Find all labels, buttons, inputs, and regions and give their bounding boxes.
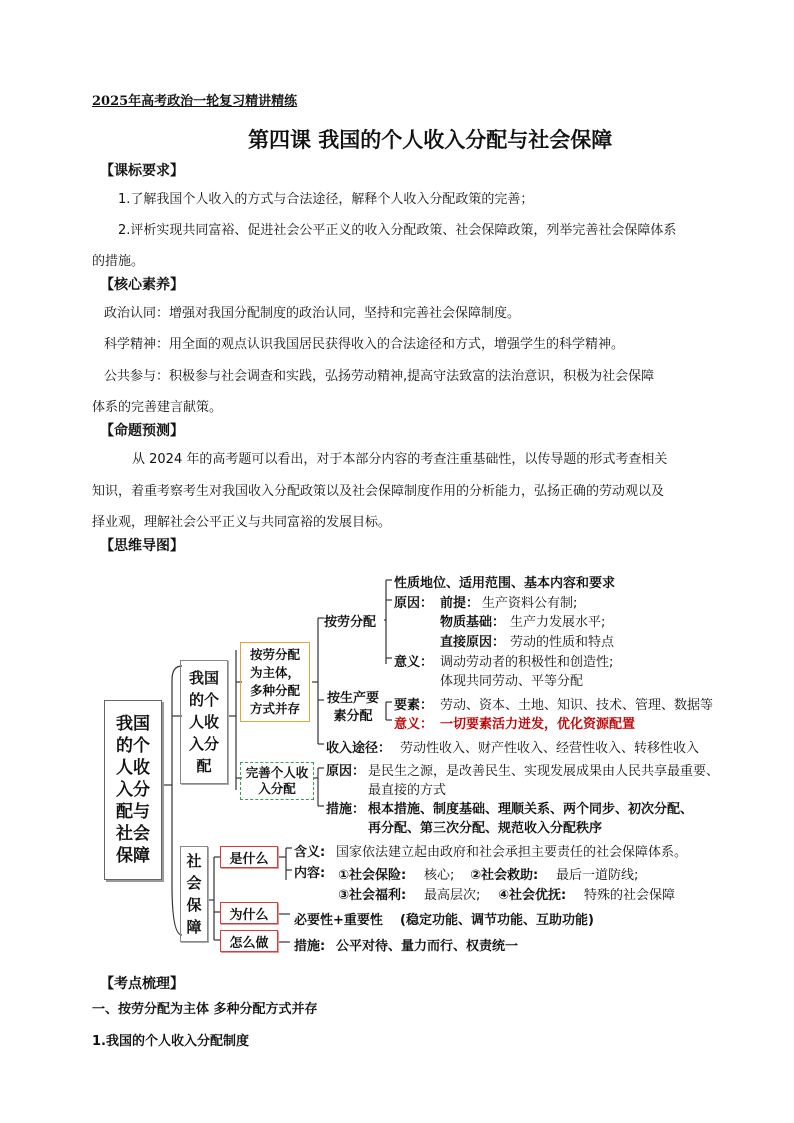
mindmap-improve-measure-label: 措施： — [326, 802, 366, 817]
mindmap-security-what — [220, 846, 278, 868]
mindmap-anlao-premise-text: 生产资料公有制; — [482, 596, 578, 611]
mindmap-security-how-label: 怎么做 — [229, 935, 269, 951]
mindmap-security-how-text: 公平对待、量力而行、权责统一 — [336, 939, 519, 954]
mindmap-improve-reason-text-2: 最直接的方式 — [368, 783, 447, 798]
mindmap-security-label: 社会保障 — [186, 852, 202, 936]
mindmap-security-how — [220, 930, 278, 952]
section-heading-siwei: 【思维导图】 — [100, 538, 184, 554]
mindmap-improve-label: 完善个人收入分配 — [245, 765, 309, 796]
mindmap-security-why-text: (稳定功能、调节功能、互助功能) — [400, 913, 594, 928]
mindmap-system-box — [240, 642, 310, 722]
mindmap-improve-reason-text: 是民生之源，是改善民生、实现发展成果由人民共享最重要、 — [368, 764, 720, 779]
mindmap-security-c1-label: ①社会保险: — [338, 868, 407, 883]
mindmap-income-node — [180, 660, 228, 784]
mindmap-anlao-material-label: 物质基础： — [440, 615, 506, 630]
mindmap-anlao-premise-label: 前提： — [440, 596, 480, 611]
mindmap-anlao-meaning-text: 调动劳动者的积极性和创造性; — [440, 655, 614, 670]
yuce-line-3: 择业观，理解社会公平正义与共同富裕的发展目标。 — [92, 515, 392, 530]
section-heading-kaodian: 【考点梳理】 — [100, 976, 184, 992]
mindmap-shengchan-factor-label: 要素： — [394, 698, 434, 713]
mindmap-security-content-label: 内容: — [294, 866, 326, 881]
mindmap-anlao-material-text: 生产力发展水平; — [510, 615, 606, 630]
mindmap-security-c4-label: ④社会优抚: — [498, 888, 567, 903]
mindmap-shengchan-meaning-text: 一切要素活力迸发，优化资源配置 — [440, 717, 636, 732]
mindmap-shengchan-meaning-label: 意义： — [394, 717, 434, 732]
mindmap-security-how-label-2: 措施: — [294, 939, 326, 954]
yuce-line-1: 从 2024 年的高考题可以看出，对于本部分内容的考查注重基础性，以传导题的形式考查相关 — [132, 452, 668, 467]
section-heading-kebiao: 【课标要求】 — [100, 163, 184, 179]
section-heading-yuce: 【命题预测】 — [100, 423, 184, 439]
mindmap-improve-box — [240, 762, 314, 800]
kaodian-subheading-2: 1.我国的个人收入分配制度 — [92, 1034, 249, 1049]
mindmap-security-why-bold: 必要性+重要性 — [294, 913, 383, 928]
yuce-line-2: 知识，着重考察考生对我国收入分配政策以及社会保障制度作用的分析能力，弘扬正确的劳动观以及 — [92, 484, 665, 499]
mindmap-improve-reason-label: 原因： — [326, 764, 366, 779]
mindmap-security-node — [180, 846, 208, 942]
mindmap-anlao-label: 按劳分配 — [324, 615, 377, 630]
mindmap-anlao-reason-label: 原因： — [394, 596, 434, 611]
mindmap-security-def-label: 含义: — [294, 845, 326, 860]
page-title: 第四课 我国的个人收入分配与社会保障 — [248, 127, 613, 152]
mindmap-improve-measure-text-2: 再分配、第三次分配、规范收入分配秩序 — [368, 821, 603, 836]
mindmap-security-c3-text: 最高层次; — [424, 888, 481, 903]
mindmap-security-what-label: 是什么 — [229, 851, 269, 867]
mindmap-channels-text: 劳动性收入、财产性收入、经营性收入、转移性收入 — [400, 741, 700, 756]
mindmap-security-c3-label: ③社会福利: — [338, 888, 407, 903]
mindmap-root-node — [104, 700, 162, 880]
mindmap-shengchan-factor-text: 劳动、资本、土地、知识、技术、管理、数据等 — [440, 698, 714, 713]
mindmap-security-why-label: 为什么 — [229, 907, 269, 923]
hexin-line-2: 科学精神：用全面的观点认识我国居民获得收入的合法途径和方式，增强学生的科学精神。 — [104, 337, 625, 352]
mindmap-security-c2-label: ②社会救助: — [470, 868, 539, 883]
mindmap-anlao-direct-text: 劳动的性质和特点 — [510, 635, 615, 650]
mindmap-anlao-meaning-text-2: 体现共同劳动、平等分配 — [440, 674, 584, 689]
mindmap-security-c1-text: 核心; — [424, 868, 455, 883]
hexin-line-4: 体系的完善建言献策。 — [92, 400, 223, 415]
mindmap-improve-measure-text: 根本措施、制度基础、理顺关系、两个同步、初次分配、 — [368, 802, 694, 817]
hexin-line-1: 政治认同：增强对我国分配制度的政治认同，坚持和完善社会保障制度。 — [104, 306, 521, 321]
section-heading-hexin: 【核心素养】 — [100, 277, 184, 293]
kebiao-line-2: 2.评析实现共同富裕、促进社会公平正义的收入分配政策、社会保障政策，列举完善社会保障体系 — [118, 223, 677, 238]
hexin-line-3: 公共参与：积极参与社会调查和实践，弘扬劳动精神,提高守法致富的法治意识，积极为社会保障 — [104, 369, 655, 384]
doc-header: 2025年高考政治一轮复习精讲精练 — [92, 94, 298, 109]
mindmap-security-why — [220, 902, 278, 924]
mindmap-system-label: 按劳分配为主体，多种分配方式并存 — [249, 647, 300, 716]
kaodian-subheading-1: 一、按劳分配为主体 多种分配方式并存 — [92, 1002, 318, 1017]
mindmap-anlao-meaning-label: 意义： — [394, 655, 434, 670]
mindmap-security-c2-text: 最后一道防线; — [556, 868, 639, 883]
mindmap-channels-label: 收入途径： — [326, 741, 392, 756]
mindmap-shengchan-label: 按生产要素分配 — [326, 691, 379, 724]
mindmap-income-label: 我国的个人收入分配 — [188, 669, 219, 775]
kebiao-line-1: 1.了解我国个人收入的方式与合法途径，解释个人收入分配政策的完善； — [118, 192, 534, 207]
mindmap-root-label: 我国的个人收入分配与社会保障 — [116, 714, 150, 866]
mindmap-security-def-text: 国家依法建立起由政府和社会承担主要责任的社会保障体系。 — [336, 845, 688, 860]
mindmap-security-c4-text: 特殊的社会保障 — [584, 888, 676, 903]
mindmap-anlao-direct-label: 直接原因： — [440, 635, 506, 650]
kebiao-line-3: 的措施。 — [92, 254, 145, 269]
mindmap-anlao-nature: 性质地位、适用范围、基本内容和要求 — [394, 576, 616, 591]
